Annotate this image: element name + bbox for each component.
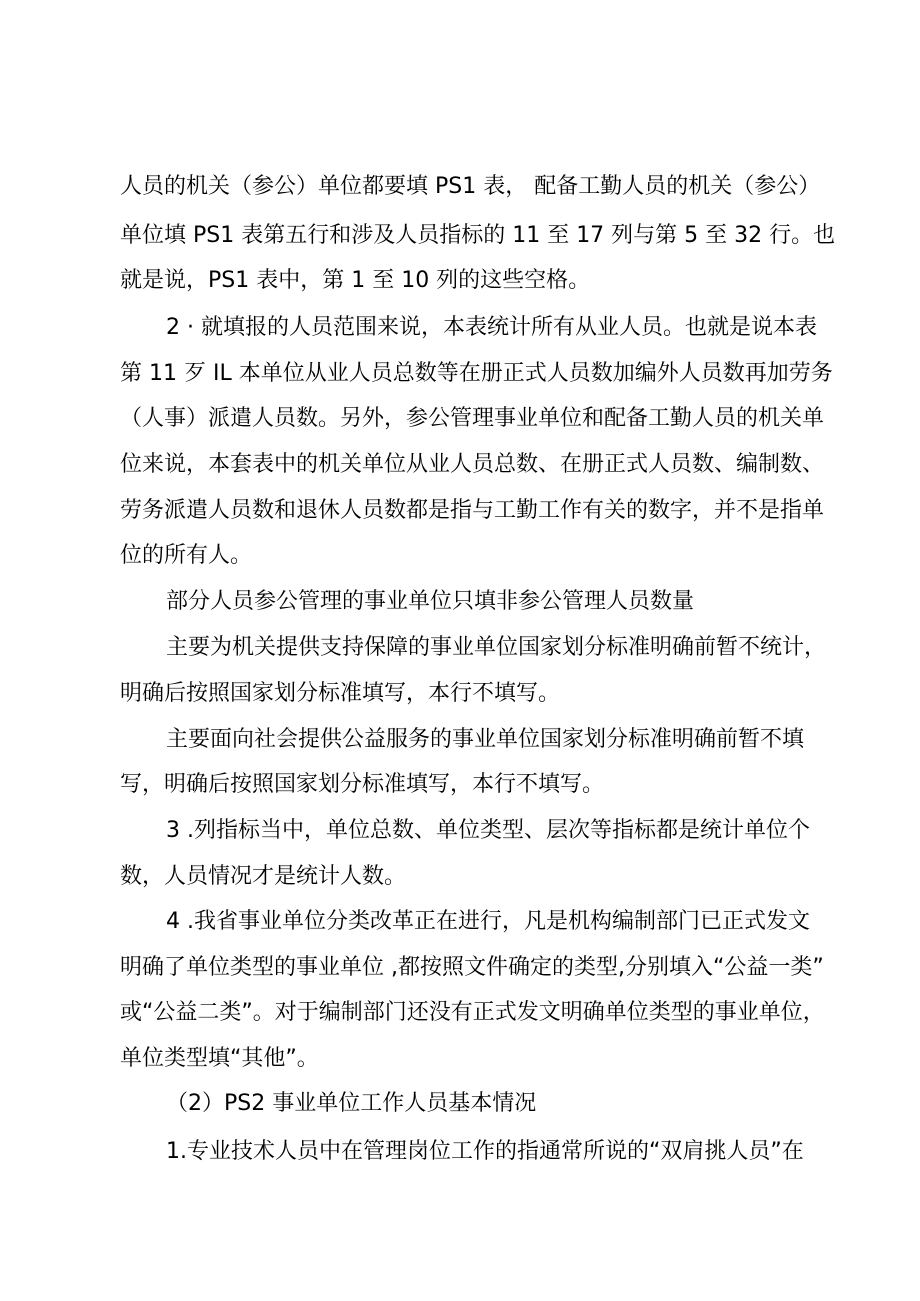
text-line: 数，人员情况才是统计人数。	[120, 864, 407, 889]
text-line: 2 · 就填报的人员范围来说，本表统计所有从业人员。也就是说本表	[166, 315, 817, 340]
text-line: 位的所有人。	[120, 543, 253, 568]
text-line: 单位类型填“其他”。	[120, 1046, 319, 1071]
text-line: 劳务派遣人员数和退休人员数都是指与工勤工作有关的数字，并不是指单	[120, 498, 825, 523]
text-line: 单位填 PS1 表第五行和涉及人员指标的 11 至 17 列与第 5 至 32 行。也	[120, 223, 836, 248]
text-line: 4 .我省事业单位分类改革正在进行，凡是机构编制部门已正式发文	[166, 909, 810, 934]
text-line: 或“公益二类”。对于编制部门还没有正式发文明确单位类型的事业单位，	[120, 1000, 825, 1025]
text-line: 就是说，PS1 表中，第 1 至 10 列的这些空格。	[120, 268, 591, 293]
text-line: 部分人员参公管理的事业单位只填非参公管理人员数量	[166, 589, 695, 614]
text-line: 位来说，本套表中的机关单位从业人员总数、在册正式人员数、编制数、	[120, 452, 825, 477]
section-heading: （2）PS2 事业单位工作人员基本情况	[166, 1091, 537, 1116]
text-line: 3 .列指标当中，单位总数、单位类型、层次等指标都是统计单位个	[166, 818, 810, 843]
text-line: 人员的机关（参公）单位都要填 PS1 表， 配备工勤人员的机关（参公）	[120, 174, 821, 199]
text-line: 主要面向社会提供公益服务的事业单位国家划分标准明确前暂不填	[166, 727, 805, 752]
text-line: 写，明确后按照国家划分标准填写，本行不填写。	[120, 772, 605, 797]
text-line: 主要为机关提供支持保障的事业单位国家划分标准明确前暂不统计，	[166, 635, 827, 660]
text-line: 1.专业技术人员中在管理岗位工作的指通常所说的“双肩挑人员”在	[166, 1139, 804, 1164]
text-line: 明确后按照国家划分标准填写，本行不填写。	[120, 681, 561, 706]
text-line: 第 11 歹 IL 本单位从业人员总数等在册正式人员数加编外人员数再加劳务	[120, 361, 833, 386]
text-line: （人事）派遣人员数。另外，参公管理事业单位和配备工勤人员的机关单	[120, 406, 825, 431]
text-line: 明确了单位类型的事业单位 ,都按照文件确定的类型,分别填入“公益一类”	[120, 955, 824, 980]
